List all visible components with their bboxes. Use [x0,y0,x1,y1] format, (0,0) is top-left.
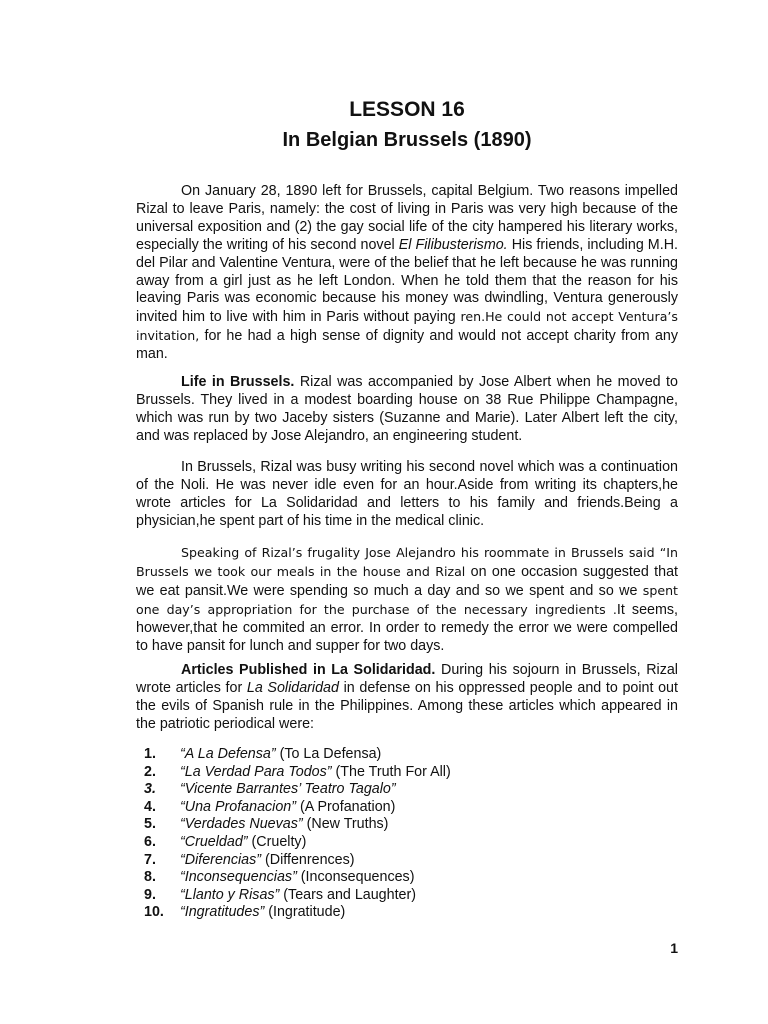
novel-title: El Filibusterismo. [398,236,508,253]
list-item [144,746,451,764]
paragraph-text-alt-font: Speaking of Rizal’s frugality Jose Alejandro his roommate in Brussels said “In Brussels we took our meals in the house and Rizal [136,545,678,579]
list-number: 5. [144,816,156,833]
article-title: “A La Defensa” [180,746,276,762]
section-heading: Life in Brussels. [181,374,295,390]
list-number: 2. [144,763,156,780]
list-item [144,799,451,817]
article-translation: (Cruelty) [247,833,307,850]
article-translation: (New Truths) [302,816,389,833]
article-title: “Llanto y Risas” [180,886,280,903]
article-translation: (Inconsequences) [296,869,415,886]
article-title: “Verdades Nuevas” [180,816,303,833]
article-translation: (A Profanation) [296,798,396,815]
list-number: 8. [144,869,156,886]
paragraph-text: In Brussels, Rizal was busy writing his second novel which was a continuation of the Noli. He was never idle even for an hour.Aside from writing its chapters,he wrote articles for La Solidaridad and letters to his family and friends.Being a physician,he spent part of his time in the medical clinic. [136,459,678,529]
article-title: “Diferencias” [180,851,262,868]
list-item [144,852,451,870]
article-translation: (Tears and Laughter) [279,886,417,903]
paragraph-text: for he had a high sense of dignity and would not accept charity from any man. [136,328,678,363]
article-title: “La Verdad Para Todos” [180,763,332,780]
list-item [144,781,451,799]
list-item [144,816,451,834]
paragraph-text-alt-font: ren.He could not accept Ventura’s invitation, [136,309,678,344]
list-number: 6. [144,833,156,850]
paragraph-text-alt-font: spent one day’s appropriation for the purchase of the necessary ingredients . [136,582,678,617]
list-item [144,869,451,887]
page-number: 1 [670,940,678,956]
article-title: “Ingratitudes” [180,904,265,921]
paragraph-text: His friends, including M.H. del Pilar and Valentine Ventura, were of the belief that he left because he was running away from a girl just as he left London. When he told them that the reason for his leaving Paris was economic because his money was dwindling, Ventura generously invited him to live with him in Paris without paying [136,236,678,326]
paragraph-life-in-brussels [136,374,678,446]
article-translation: (Ingratitude) [264,904,346,921]
paragraph-departure [136,183,678,364]
paragraph-text: It seems, however,that he commited an error. In order to remedy the error we were compelled to have pansit for lunch and supper for two days. [136,601,679,654]
article-translation: (Diffenrences) [261,851,355,868]
paragraph-text: in defense on his oppressed people and to point out the evils of Spanish rule in the Philippines. Among these articles which appeared in the patriotic periodical were: [136,679,678,732]
paragraph-articles-published [136,662,678,734]
list-item [144,764,451,782]
article-title: “Vicente Barrantes’ Teatro Tagalo” [180,781,396,798]
articles-list [144,746,451,922]
list-item [144,887,451,905]
list-number: 4. [144,798,156,815]
paragraph-text: Rizal was accompanied by Jose Albert when he moved to Brussels. They lived in a modest boarding house on 38 Rue Philippe Champagne, which was run by two Jaceby sisters (Suzanne and Marie). Later Albert left the city, and was replaced by Jose Alejandro, an engineering student. [136,374,678,444]
list-number: 9. [144,886,156,903]
list-number: 7. [144,851,156,868]
paragraph-writing-novel [136,459,678,531]
article-title: “Inconsequencias” [180,869,297,886]
article-translation: (The Truth For All) [331,763,451,780]
paragraph-text: on one occasion suggested that we eat pansit.We were spending so much a day and so we spent and so we [136,563,678,599]
paragraph-text: During his sojourn in Brussels, Rizal wrote articles for [136,662,678,696]
list-number: 1. [144,746,156,762]
list-number: 10. [144,904,164,921]
periodical-title: La Solidaridad [246,679,339,696]
paragraph-text: On January 28, 1890 left for Brussels, capital Belgium. Two reasons impelled Rizal to leave Paris, namely: the cost of living in Paris was very high because of the universal exposition and (2) the gay social life of the city hampered his literary works, especially the writing of his second novel [136,183,678,253]
list-item [144,834,451,852]
list-number: 3. [144,781,156,798]
list-item [144,904,451,922]
article-translation: (To La Defensa) [275,746,382,762]
lesson-number: LESSON 16 [349,98,465,121]
article-title: “Una Profanacion” [180,798,297,815]
lesson-title: In Belgian Brussels (1890) [282,129,532,151]
section-heading: Articles Published in La Solidaridad. [181,662,436,678]
article-title: “Crueldad” [180,833,248,850]
paragraph-frugality [136,544,678,655]
